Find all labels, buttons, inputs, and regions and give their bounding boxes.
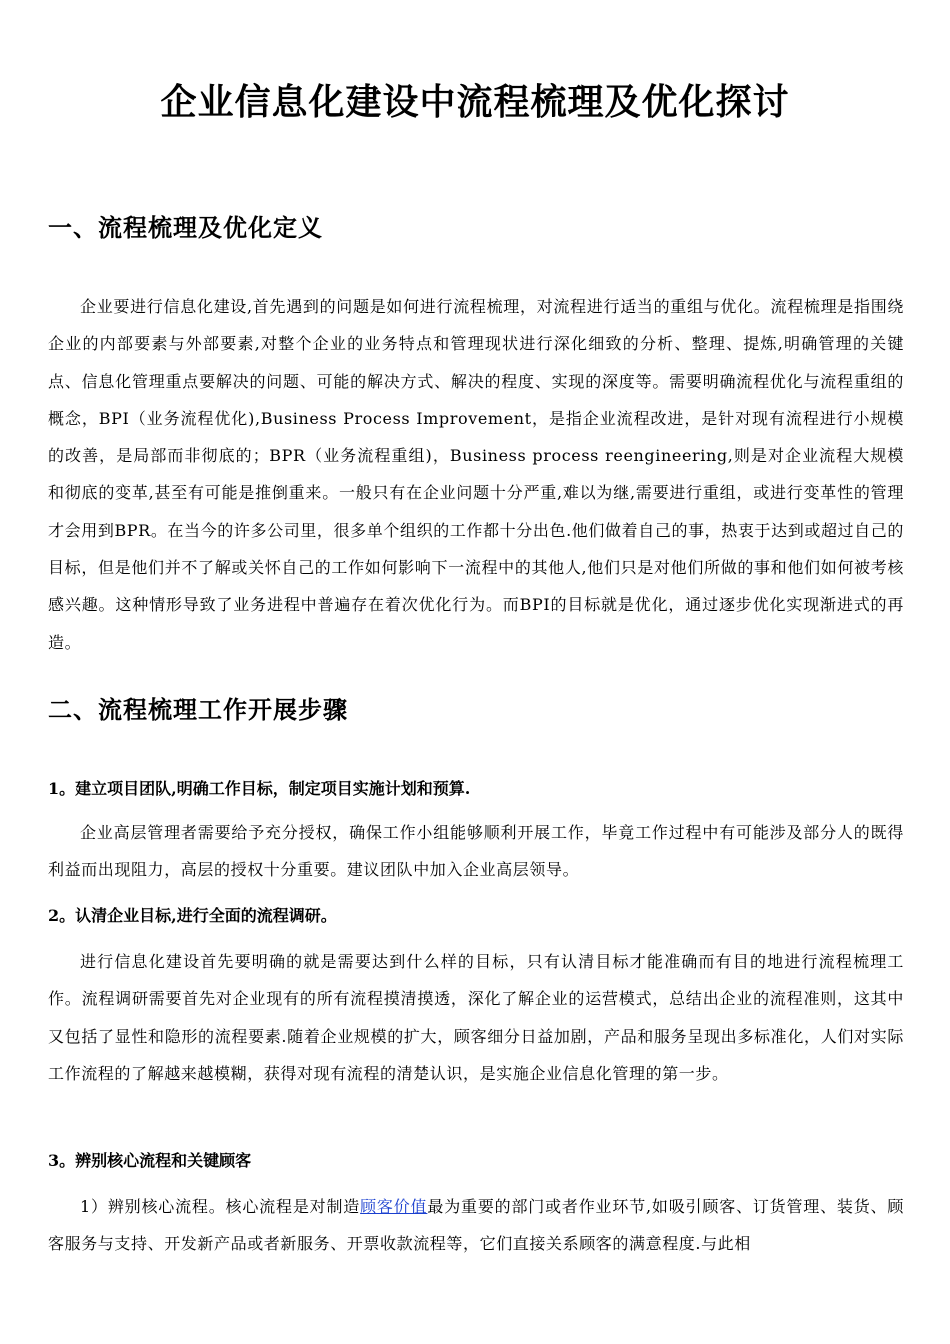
step-3-paragraph <box>48 1188 904 1263</box>
step-3-heading: 3。辨别核心流程和关键顾客 <box>48 1151 252 1170</box>
document-title: 企业信息化建设中流程梳理及优化探讨 <box>160 81 790 123</box>
section-2-heading: 二、流程梳理工作开展步骤 <box>48 695 348 724</box>
step-2-paragraph: 进行信息化建设首先要明确的就是需要达到什么样的目标，只有认清目标才能准确而有目的地进行流程梳理工作。流程调研需要首先对企业现有的所有流程摸清摸透，深化了解企业的运营模式，总结出企业的流程准则，这其中又包括了显性和隐形的流程要素.随着企业规模的扩大，顾客细分日益加剧，产品和服务呈现出多标准化，人们对实际工作流程的了解越来越模糊，获得对现有流程的清楚认识，是实施企业信息化管理的第一步。 <box>48 952 904 1083</box>
step-1-heading: 1。建立项目团队,明确工作目标，制定项目实施计划和预算. <box>48 779 471 798</box>
step-1-paragraph: 企业高层管理者需要给予充分授权，确保工作小组能够顺利开展工作，毕竟工作过程中有可能涉及部分人的既得利益而出现阻力，高层的授权十分重要。建议团队中加入企业高层领导。 <box>48 823 904 880</box>
section-1-heading: 一、流程梳理及优化定义 <box>48 213 323 242</box>
step-3-text-after-link: 最为重要的部门或者作业环节,如吸引顾客、订货管理、装货、顾客服务与支持、开发新产品或者新服务、开票收款流程等，它们直接关系顾客的满意程度.与此相 <box>48 1197 904 1254</box>
section-1-paragraph: 企业要进行信息化建设,首先遇到的问题是如何进行流程梳理，对流程进行适当的重组与优化。流程梳理是指围绕企业的内部要素与外部要素,对整个企业的业务特点和管理现状进行深化细致的分析、整理、提炼,明确管理的关键点、信息化管理重点要解决的问题、可能的解决方式、解决的程度、实现的深度等。需要明确流程优化与流程重组的概念，BPI（业务流程优化),Business Process Improvement，是指企业流程改进，是针对现有流程进行小规模的改善，是局部而非彻底的；BPR（业务流程重组)，Business process reengineering,则是对企业流程大规模和彻底的变革,甚至有可能是推倒重来。一般只有在企业问题十分严重,难以为继,需要进行重组，或进行变革性的管理才会用到BPR。在当今的许多公司里，很多单个组织的工作都十分出色.他们做着自己的事，热衷于达到或超过自己的目标，但是他们并不了解或关怀自己的工作如何影响下一流程中的其他人,他们只是对他们所做的事和他们如何被考核感兴趣。这种情形导致了业务进程中普遍存在着次优化行为。而BPI的目标就是优化，通过逐步优化实现渐进式的再造。 <box>48 297 904 652</box>
step-3-text-before-link: 1）辨别核心流程。核心流程是对制造 <box>80 1197 361 1216</box>
step-2-heading: 2。认清企业目标,进行全面的流程调研。 <box>48 906 337 925</box>
customer-value-link[interactable]: 顾客价值 <box>360 1197 428 1216</box>
